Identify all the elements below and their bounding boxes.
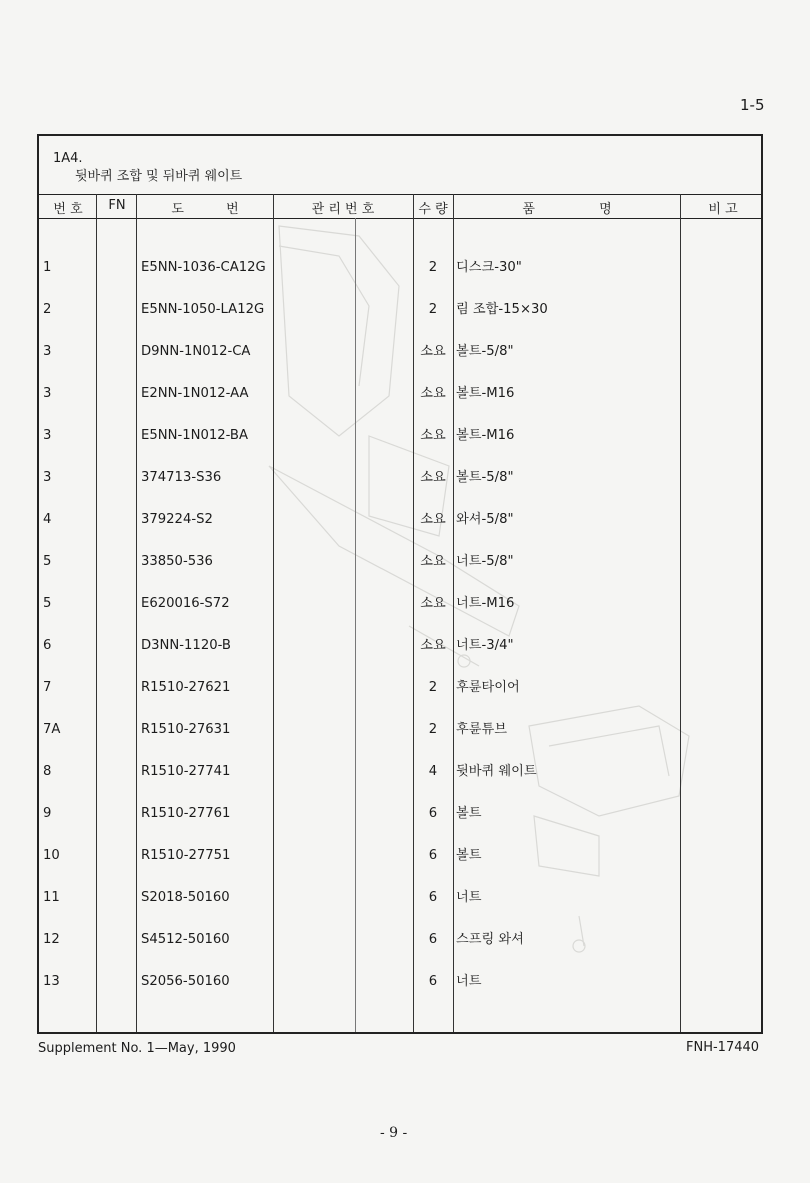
cell-part-number: 374713-S36 xyxy=(141,470,222,485)
supplement-note: Supplement No. 1—May, 1990 xyxy=(38,1041,236,1056)
cell-qty: 소요 xyxy=(420,344,446,359)
col-header-no: 번 호 xyxy=(53,202,83,217)
cell-no: 4 xyxy=(43,512,52,527)
cell-part-name: 볼트-M16 xyxy=(456,428,515,443)
col-header-fn: FN xyxy=(108,198,126,213)
cell-no: 6 xyxy=(43,638,52,653)
column-part-name xyxy=(456,233,548,1017)
cell-part-name: 볼트 xyxy=(456,806,482,821)
col-divider xyxy=(680,194,681,1032)
col-header-qty: 수 량 xyxy=(418,202,448,217)
cell-no: 1 xyxy=(43,260,52,275)
document-code: FNH-17440 xyxy=(686,1040,760,1055)
parts-table-frame xyxy=(37,134,763,1034)
cell-no: 9 xyxy=(43,806,52,821)
bottom-page-number: - 9 - xyxy=(380,1125,408,1141)
cell-part-number: 33850-536 xyxy=(141,554,213,569)
cell-qty: 2 xyxy=(428,680,438,695)
cell-qty: 2 xyxy=(428,302,438,317)
cell-no: 11 xyxy=(43,890,60,905)
cell-part-number: S2056-50160 xyxy=(141,974,230,989)
col-header-management: 관 리 번 호 xyxy=(311,202,375,217)
cell-part-number: 379224-S2 xyxy=(141,512,213,527)
cell-no: 3 xyxy=(43,344,52,359)
cell-part-number: E2NN-1N012-AA xyxy=(141,386,249,401)
cell-no: 5 xyxy=(43,596,52,611)
cell-part-number: R1510-27751 xyxy=(141,848,231,863)
cell-qty: 소요 xyxy=(420,596,446,611)
cell-qty: 소요 xyxy=(420,470,446,485)
cell-part-number: D3NN-1120-B xyxy=(141,638,231,653)
column-qty xyxy=(413,233,453,1017)
cell-part-name: 볼트-M16 xyxy=(456,386,515,401)
cell-qty: 6 xyxy=(428,890,438,905)
cell-no: 8 xyxy=(43,764,52,779)
cell-part-number: R1510-27631 xyxy=(141,722,231,737)
cell-part-name: 너트 xyxy=(456,974,482,989)
cell-part-number: E5NN-1036-CA12G xyxy=(141,260,266,275)
cell-qty: 소요 xyxy=(420,512,446,527)
cell-qty: 6 xyxy=(428,974,438,989)
col-divider xyxy=(96,194,97,1032)
cell-qty: 2 xyxy=(428,260,438,275)
cell-qty: 소요 xyxy=(420,638,446,653)
cell-part-name: 너트-M16 xyxy=(456,596,515,611)
cell-part-number: R1510-27741 xyxy=(141,764,231,779)
cell-part-name: 볼트 xyxy=(456,848,482,863)
cell-qty: 6 xyxy=(428,932,438,947)
cell-part-name: 볼트-5/8" xyxy=(456,470,514,485)
cell-no: 3 xyxy=(43,428,52,443)
cell-part-number: R1510-27761 xyxy=(141,806,231,821)
cell-part-name: 와셔-5/8" xyxy=(456,512,514,527)
cell-qty: 소요 xyxy=(420,386,446,401)
cell-part-number: E620016-S72 xyxy=(141,596,230,611)
cell-part-name: 디스크-30" xyxy=(456,260,522,275)
page-label: 1-5 xyxy=(740,96,765,114)
section-title: 뒷바퀴 조합 및 뒤바퀴 웨이트 xyxy=(75,169,243,184)
cell-no: 13 xyxy=(43,974,60,989)
cell-no: 10 xyxy=(43,848,60,863)
col-divider xyxy=(136,194,137,1032)
cell-part-number: E5NN-1N012-BA xyxy=(141,428,248,443)
col-header-remark: 비 고 xyxy=(708,202,738,217)
cell-part-name: 뒷바퀴 웨이트 xyxy=(456,764,537,779)
cell-no: 2 xyxy=(43,302,52,317)
cell-part-number: S2018-50160 xyxy=(141,890,230,905)
cell-qty: 6 xyxy=(428,848,438,863)
cell-part-number: D9NN-1N012-CA xyxy=(141,344,251,359)
table-header xyxy=(39,194,761,219)
cell-qty: 소요 xyxy=(420,428,446,443)
cell-part-name: 후륜튜브 xyxy=(456,722,507,737)
cell-qty: 2 xyxy=(428,722,438,737)
cell-part-number: E5NN-1050-LA12G xyxy=(141,302,265,317)
cell-no: 3 xyxy=(43,386,52,401)
cell-no: 12 xyxy=(43,932,60,947)
cell-part-number: S4512-50160 xyxy=(141,932,230,947)
cell-no: 7A xyxy=(43,722,61,737)
column-drawing-no xyxy=(141,233,266,1017)
cell-part-name: 볼트-5/8" xyxy=(456,344,514,359)
cell-no: 3 xyxy=(43,470,52,485)
cell-qty: 4 xyxy=(428,764,438,779)
col-header-drawing: 도 번 xyxy=(171,202,239,217)
cell-part-name: 스프링 와셔 xyxy=(456,932,524,947)
section-header xyxy=(39,136,761,195)
cell-part-name: 너트 xyxy=(456,890,482,905)
col-header-name: 품 명 xyxy=(522,202,612,217)
cell-qty: 6 xyxy=(428,806,438,821)
cell-no: 5 xyxy=(43,554,52,569)
section-code: 1A4. xyxy=(53,151,83,166)
col-divider xyxy=(355,218,356,1032)
cell-qty: 소요 xyxy=(420,554,446,569)
cell-part-name: 너트-3/4" xyxy=(456,638,514,653)
cell-part-name: 림 조합-15×30 xyxy=(456,302,548,317)
cell-no: 7 xyxy=(43,680,52,695)
col-divider xyxy=(273,194,274,1032)
col-divider xyxy=(453,194,454,1032)
cell-part-name: 너트-5/8" xyxy=(456,554,514,569)
column-no xyxy=(43,233,60,1017)
cell-part-number: R1510-27621 xyxy=(141,680,231,695)
cell-part-name: 후륜타이어 xyxy=(456,680,520,695)
